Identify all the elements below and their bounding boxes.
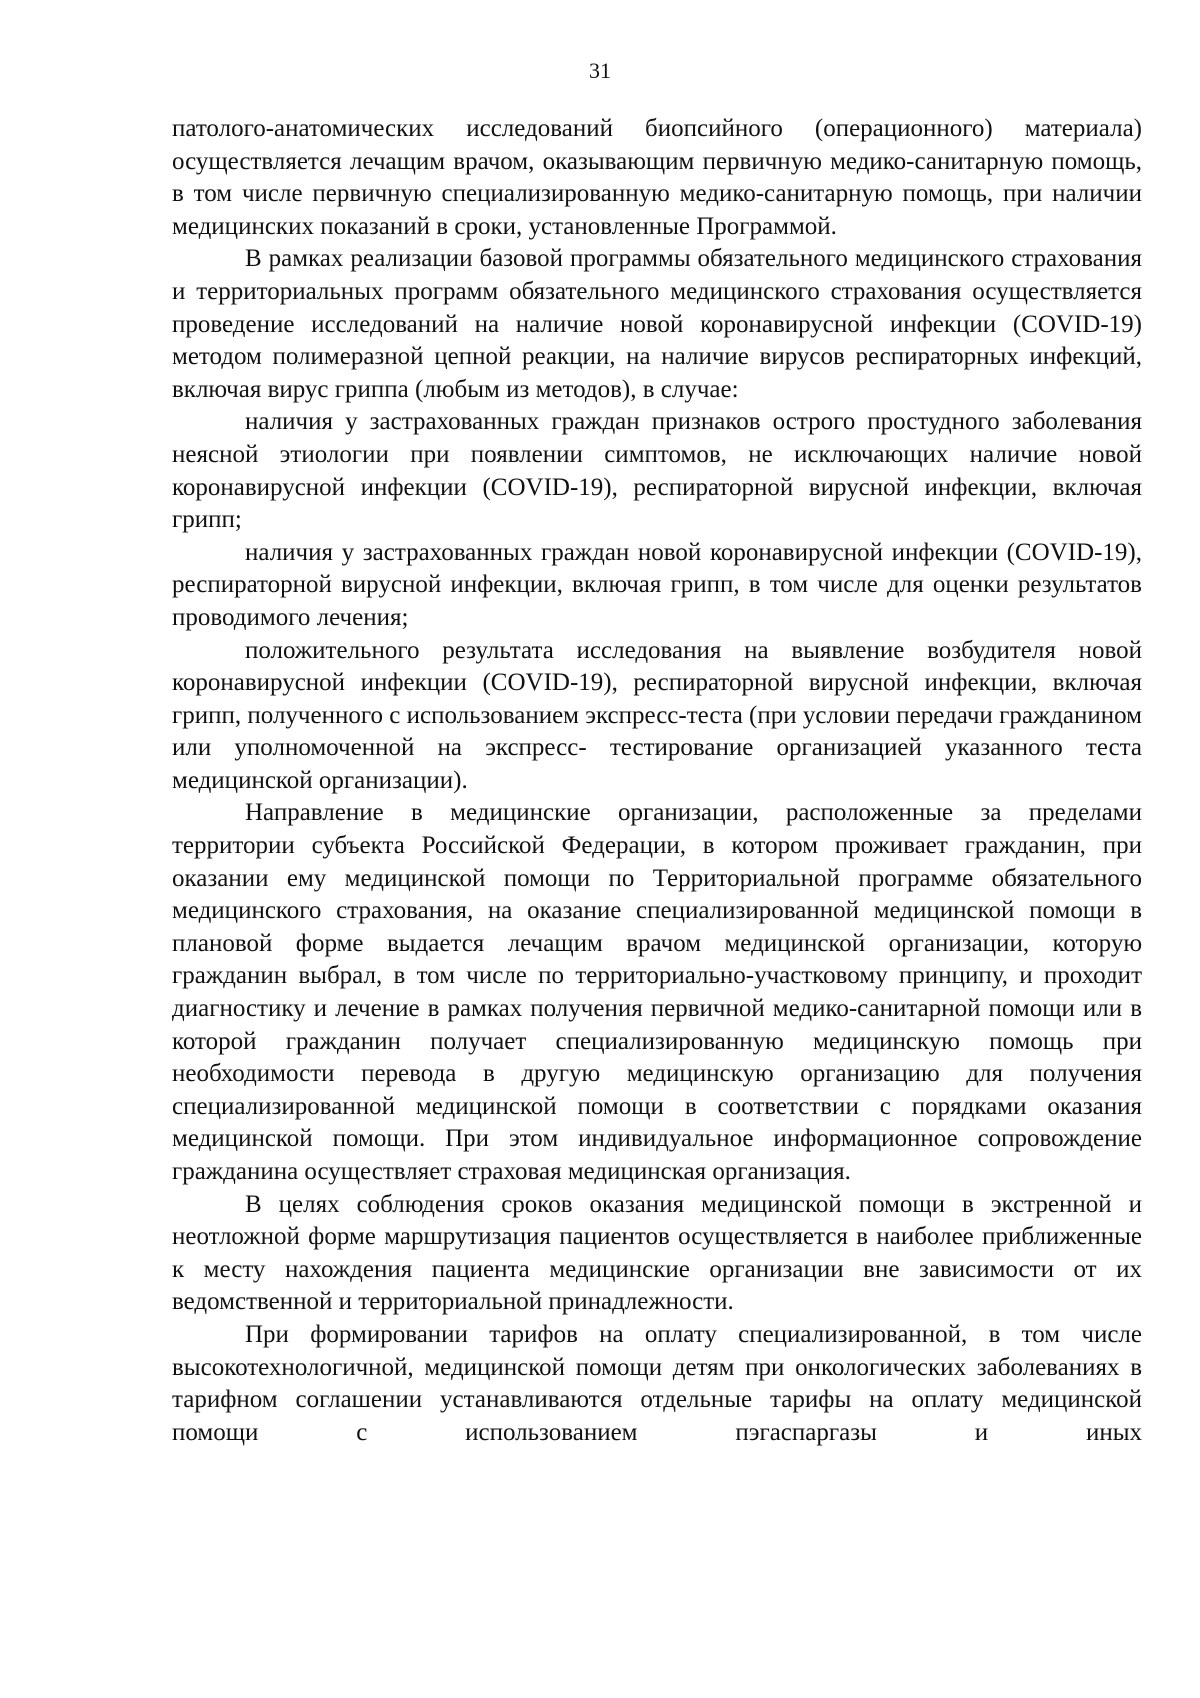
paragraph-continuation: патолого-анатомических исследований биопсийного (операционного) материала) осуществляется лечащим врачом, оказывающим первичную медико-санитарную помощь, в том числе первичную специализированную медико-санитарную помощь, при наличии медицинских показаний в сроки, установленные Программой.	[172, 115, 1142, 240]
paragraph-case-express-test: положительного результата исследования на выявление возбудителя новой коронавирусной инфекции (COVID-19), респираторной вирусной инфекции, включая грипп, полученного с использованием экспресс-теста (при условии передачи гражданином или уполномоченной на экспресс- тестирование организацией указанного теста медицинской организации).	[172, 636, 1142, 794]
paragraph-case-symptoms: наличия у застрахованных граждан признаков острого простудного заболевания неясной этиологии при появлении симптомов, не исключающих наличие новой коронавирусной инфекции (COVID-19), респираторной вирусной инфекции, включая грипп;	[172, 408, 1142, 534]
paragraph-tariffs: При формировании тарифов на оплату специализированной, в том числе высокотехнологичной, медицинской помощи детям при онкологических заболеваниях в тарифном соглашении устанавливаются отдельные тарифы на оплату медицинской помощи с использованием пэгаспаргазы и иных	[172, 1320, 1142, 1446]
paragraph-referral: Направление в медицинские организации, расположенные за пределами территории субъекта Российской Федерации, в котором проживает гражданин, при оказании ему медицинской помощи по Территориальной программе обязательного медицинского страхования, на оказание специализированной медицинской помощи в плановой форме выдается лечащим врачом медицинской организации, которую гражданин выбрал, в том числе по территориально-участковому принципу, и проходит диагностику и лечение в рамках получения первичной медико-санитарной помощи или в которой гражданин получает специализированную медицинскую помощь при необходимости перевода в другую медицинскую организацию для получения специализированной медицинской помощи в соответствии с порядками оказания медицинской помощи. При этом индивидуальное информационное сопровождение гражданина осуществляет страховая медицинская организация.	[172, 799, 1142, 1185]
document-body	[172, 113, 1142, 1449]
paragraph-case-infection: наличия у застрахованных граждан новой коронавирусной инфекции (COVID-19), респираторной вирусной инфекции, включая грипп, в том числе для оценки результатов проводимого лечения;	[172, 538, 1142, 631]
paragraph-covid-testing: В рамках реализации базовой программы обязательного медицинского страхования и территориальных программ обязательного медицинского страхования осуществляется проведение исследований на наличие новой коронавирусной инфекции (COVID-19) методом полимеразной цепной реакции, на наличие вирусов респираторных инфекций, включая вирус гриппа (любым из методов), в случае:	[172, 245, 1142, 403]
paragraph-emergency-routing: В целях соблюдения сроков оказания медицинской помощи в экстренной и неотложной форме маршрутизация пациентов осуществляется в наиболее приближенные к месту нахождения пациента медицинские организации вне зависимости от их ведомственной и территориальной принадлежности.	[172, 1190, 1142, 1316]
page-number: 31	[589, 58, 611, 83]
